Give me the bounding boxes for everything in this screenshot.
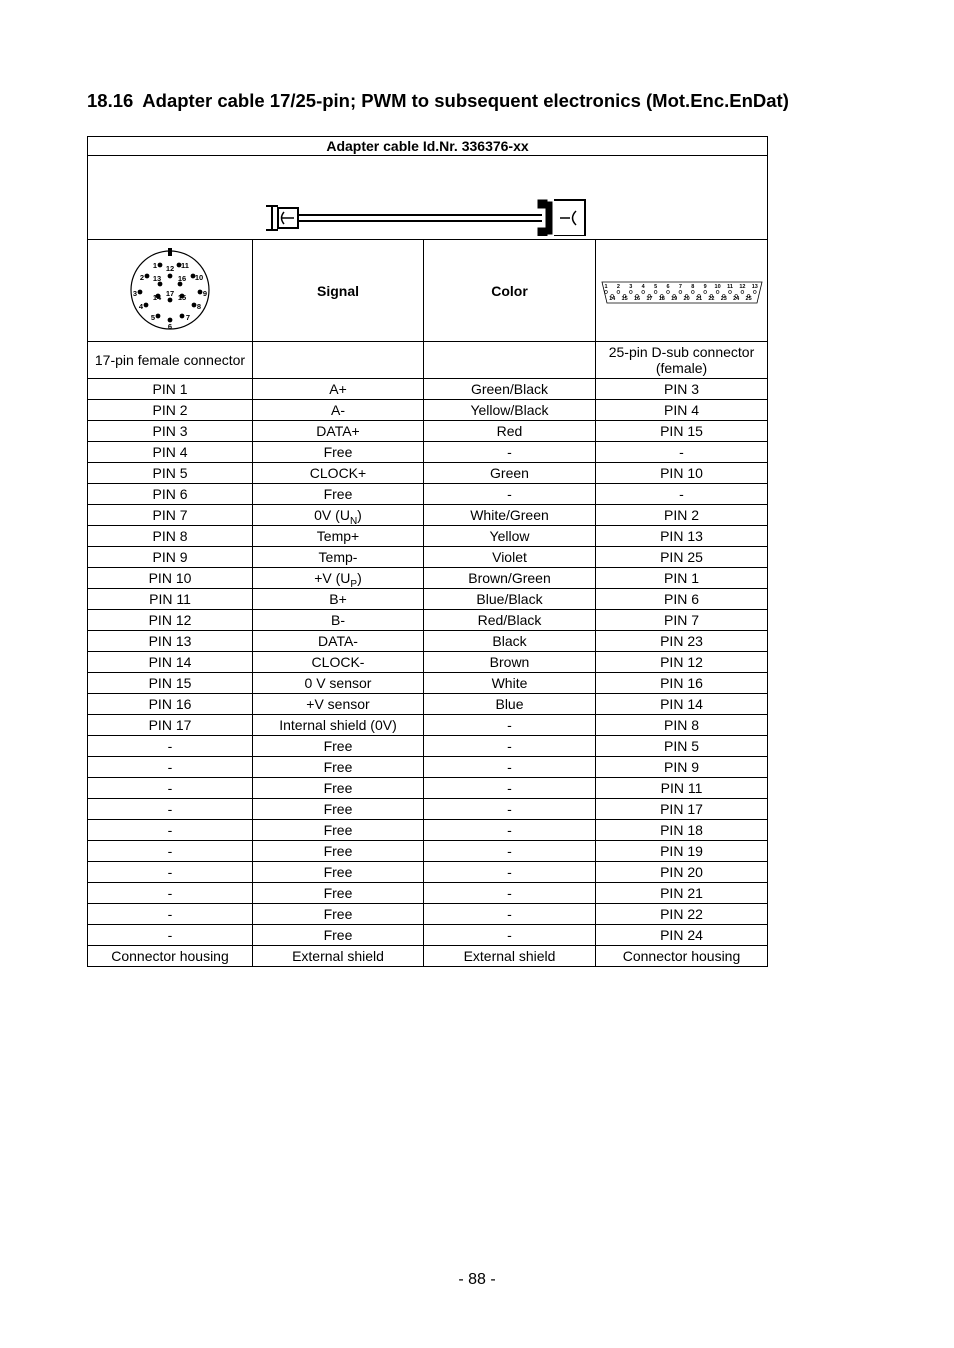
pin-25-cell: PIN 9 <box>596 757 768 778</box>
pin-assignment-table <box>87 136 768 967</box>
signal-cell: Free <box>253 862 424 883</box>
signal-cell: 0 V sensor <box>253 673 424 694</box>
signal-cell: Temp- <box>253 547 424 568</box>
pin-number-label: 9 <box>703 284 707 290</box>
pin-17-cell: PIN 7 <box>88 505 253 526</box>
color-cell: Green <box>424 463 596 484</box>
round-connector-drawing <box>266 206 298 230</box>
signal-cell: Free <box>253 484 424 505</box>
signal-text: 0V (U <box>314 507 350 523</box>
color-cell: - <box>424 736 596 757</box>
pin-25-cell: PIN 22 <box>596 904 768 925</box>
color-cell: - <box>424 904 596 925</box>
pin-dot <box>753 291 756 294</box>
adapter-cable-table-frame <box>87 136 767 967</box>
table-row <box>88 652 768 673</box>
pin-17-cell: PIN 10 <box>88 568 253 589</box>
color-cell: - <box>424 715 596 736</box>
pin-25-cell: PIN 7 <box>596 610 768 631</box>
color-cell: - <box>424 778 596 799</box>
pin-dot <box>741 291 744 294</box>
table-row <box>88 568 768 589</box>
color-header: Color <box>424 240 596 342</box>
pin-17-cell: - <box>88 904 253 925</box>
color-cell: - <box>424 820 596 841</box>
pin-number-label: 5 <box>654 284 658 290</box>
signal-cell: DATA- <box>253 631 424 652</box>
color-cell: Blue/Black <box>424 589 596 610</box>
table-row <box>88 463 768 484</box>
pin-17-cell: - <box>88 925 253 946</box>
pin-25-cell: PIN 17 <box>596 799 768 820</box>
signal-subscript: N <box>349 515 358 527</box>
pin-dot <box>617 291 620 294</box>
pin-number-label: 16 <box>177 274 187 283</box>
pin-number-label: 7 <box>678 284 682 290</box>
table-row <box>88 799 768 820</box>
pin-17-cell: PIN 4 <box>88 442 253 463</box>
signal-subscript: P <box>350 578 358 590</box>
pin-number-label: 16 <box>633 296 641 302</box>
pin-17-cell: - <box>88 883 253 904</box>
pin-number-label: 14 <box>152 293 162 302</box>
round-connector-cell <box>88 240 253 342</box>
pin-17-cell: PIN 14 <box>88 652 253 673</box>
pin-number-label: 1 <box>604 284 608 290</box>
pin-dot <box>691 291 694 294</box>
signal-cell: A- <box>253 400 424 421</box>
pin-25-cell: PIN 11 <box>596 778 768 799</box>
adapter-cable-drawing <box>88 156 768 236</box>
pin-number-label: 24 <box>733 296 740 302</box>
pin-dot <box>156 314 161 319</box>
signal-cell: Free <box>253 736 424 757</box>
pin-17-cell: PIN 8 <box>88 526 253 547</box>
pin-number-label: 13 <box>751 284 758 290</box>
pin-17-cell: PIN 5 <box>88 463 253 484</box>
color-cell: - <box>424 799 596 820</box>
pin-17-cell: PIN 15 <box>88 673 253 694</box>
color-cell: - <box>424 757 596 778</box>
pin-number-label: 8 <box>691 284 695 290</box>
pin-25-cell: PIN 1 <box>596 568 768 589</box>
table-row <box>88 379 768 400</box>
signal-cell: Free <box>253 883 424 904</box>
color-cell: - <box>424 862 596 883</box>
pin-number-label: 15 <box>621 296 628 302</box>
pin-25-cell: - <box>596 484 768 505</box>
pin-number-label: 10 <box>194 273 204 282</box>
pin-number-label: 2 <box>616 284 620 290</box>
pin-number-label: 3 <box>132 289 138 298</box>
color-cell: External shield <box>424 946 596 967</box>
signal-cell: Free <box>253 778 424 799</box>
signal-cell: Free <box>253 820 424 841</box>
pin-number-label: 13 <box>152 274 162 283</box>
pin-number-label: 14 <box>609 296 616 302</box>
table-row <box>88 778 768 799</box>
pin-dot <box>198 290 203 295</box>
signal-cell: Free <box>253 442 424 463</box>
table-row <box>88 904 768 925</box>
pin-dot <box>642 291 645 294</box>
cable-id-title: Adapter cable Id.Nr. 336376-xx <box>88 137 768 156</box>
signal-cell: Free <box>253 925 424 946</box>
color-cell: - <box>424 925 596 946</box>
pin-dot <box>667 291 670 294</box>
pin-17-cell: PIN 1 <box>88 379 253 400</box>
color-cell: Black <box>424 631 596 652</box>
pin-17-cell: PIN 11 <box>88 589 253 610</box>
dsub-connector-cell <box>596 240 768 342</box>
pin-number-label: 3 <box>629 284 633 290</box>
pin-25-cell: PIN 5 <box>596 736 768 757</box>
signal-cell <box>253 568 424 589</box>
color-cell: - <box>424 442 596 463</box>
table-row <box>88 505 768 526</box>
pin-25-cell: PIN 13 <box>596 526 768 547</box>
signal-cell: External shield <box>253 946 424 967</box>
section-heading <box>87 90 789 112</box>
pin-number-label: 9 <box>202 289 208 298</box>
pin-dot <box>158 263 163 268</box>
pin-dot <box>144 303 149 308</box>
pin-number-label: 7 <box>185 313 191 322</box>
table-row <box>88 736 768 757</box>
table-row <box>88 757 768 778</box>
signal-cell: +V sensor <box>253 694 424 715</box>
pin-17-cell: PIN 13 <box>88 631 253 652</box>
pin-25-cell: Connector housing <box>596 946 768 967</box>
pin-dot <box>679 291 682 294</box>
pin-dot <box>138 290 143 295</box>
color-cell: White <box>424 673 596 694</box>
pin-number-label: 12 <box>739 284 746 290</box>
table-row <box>88 715 768 736</box>
signal-header: Signal <box>253 240 424 342</box>
pin-number-label: 23 <box>720 296 727 302</box>
pin-17-cell: - <box>88 736 253 757</box>
pin-number-label: 5 <box>150 313 156 322</box>
color-cell: - <box>424 484 596 505</box>
pin-number-label: 4 <box>138 302 144 311</box>
connector-key <box>168 248 172 256</box>
pin-dot <box>729 291 732 294</box>
pin-17-cell: - <box>88 799 253 820</box>
signal-cell: DATA+ <box>253 421 424 442</box>
pin-dot <box>145 274 150 279</box>
pin-dot <box>654 291 657 294</box>
table-row <box>88 589 768 610</box>
color-cell: Violet <box>424 547 596 568</box>
pin-25-cell: PIN 2 <box>596 505 768 526</box>
pin-number-label: 6 <box>167 322 173 331</box>
section-number: 18.16 <box>87 90 134 111</box>
pin-17-cell: PIN 9 <box>88 547 253 568</box>
pin-25-cell: PIN 18 <box>596 820 768 841</box>
pin-17-cell: - <box>88 841 253 862</box>
signal-cell: Free <box>253 757 424 778</box>
pin-number-label: 17 <box>165 289 175 298</box>
color-cell: Red <box>424 421 596 442</box>
table-row <box>88 547 768 568</box>
pin-25-cell: PIN 3 <box>596 379 768 400</box>
pin-number-label: 1 <box>152 261 158 270</box>
pin-number-label: 25 <box>745 296 752 302</box>
signal-cell: Internal shield (0V) <box>253 715 424 736</box>
color-cell: - <box>424 883 596 904</box>
pin-17-cell: - <box>88 862 253 883</box>
dsub-connector-drawing <box>538 200 585 236</box>
color-cell: - <box>424 841 596 862</box>
pin-number-label: 8 <box>196 302 202 311</box>
signal-cell: Free <box>253 799 424 820</box>
pin-25-cell: PIN 8 <box>596 715 768 736</box>
pin-17-cell: - <box>88 820 253 841</box>
signal-cell: CLOCK+ <box>253 463 424 484</box>
pin-17-cell: Connector housing <box>88 946 253 967</box>
pin-25-cell: PIN 19 <box>596 841 768 862</box>
table-row <box>88 631 768 652</box>
pin-number-label: 22 <box>708 296 715 302</box>
page-number: - 88 - <box>458 1271 496 1288</box>
pin-number-label: 4 <box>641 284 645 290</box>
pin-25-cell: PIN 20 <box>596 862 768 883</box>
pin-25-cell: PIN 12 <box>596 652 768 673</box>
pin-number-label: 10 <box>714 284 721 290</box>
pin-number-label: 21 <box>695 296 703 302</box>
color-cell: White/Green <box>424 505 596 526</box>
pin-number-label: 2 <box>139 273 145 282</box>
signal-cell: Free <box>253 841 424 862</box>
table-row <box>88 946 768 967</box>
pin-dot <box>605 291 608 294</box>
label-25-pin: 25-pin D-sub connector (female) <box>596 342 768 379</box>
table-row <box>88 862 768 883</box>
signal-text: +V (U <box>314 570 351 586</box>
color-cell: Red/Black <box>424 610 596 631</box>
signal-cell <box>253 505 424 526</box>
pin-17-cell: PIN 17 <box>88 715 253 736</box>
pin-25-cell: PIN 10 <box>596 463 768 484</box>
table-row <box>88 484 768 505</box>
pin-25-cell: - <box>596 442 768 463</box>
signal-cell: Free <box>253 904 424 925</box>
pin-25-cell: PIN 25 <box>596 547 768 568</box>
pin-dot <box>192 303 197 308</box>
table-row <box>88 925 768 946</box>
pin-dot <box>716 291 719 294</box>
table-row <box>88 841 768 862</box>
table-row <box>88 673 768 694</box>
color-cell: Yellow <box>424 526 596 547</box>
color-cell: Brown/Green <box>424 568 596 589</box>
color-cell: Brown <box>424 652 596 673</box>
pin-25-cell: PIN 24 <box>596 925 768 946</box>
signal-cell: Temp+ <box>253 526 424 547</box>
pin-25-cell: PIN 21 <box>596 883 768 904</box>
17-pin-connector-diagram <box>88 240 253 338</box>
pin-25-cell: PIN 16 <box>596 673 768 694</box>
section-title: Adapter cable 17/25-pin; PWM to subsequent electronics (Mot.Enc.EnDat) <box>142 90 789 111</box>
pin-dot <box>629 291 632 294</box>
pin-dot <box>168 274 173 279</box>
table-row <box>88 442 768 463</box>
label-empty <box>253 342 424 379</box>
25-pin-dsub-diagram <box>596 240 768 338</box>
table-row <box>88 610 768 631</box>
pin-17-cell: - <box>88 778 253 799</box>
pin-17-cell: PIN 16 <box>88 694 253 715</box>
pin-dot <box>168 298 173 303</box>
table-row <box>88 526 768 547</box>
table-row <box>88 421 768 442</box>
signal-cell: A+ <box>253 379 424 400</box>
pin-25-cell: PIN 4 <box>596 400 768 421</box>
pin-17-cell: PIN 6 <box>88 484 253 505</box>
signal-text-end: ) <box>357 507 362 523</box>
pin-25-cell: PIN 23 <box>596 631 768 652</box>
pin-25-cell: PIN 14 <box>596 694 768 715</box>
pin-number-label: 12 <box>165 264 175 273</box>
signal-cell: B+ <box>253 589 424 610</box>
signal-text-end: ) <box>357 570 362 586</box>
pin-number-label: 15 <box>177 293 187 302</box>
pin-number-label: 17 <box>646 296 653 302</box>
pin-number-label: 19 <box>671 296 678 302</box>
pin-number-label: 18 <box>658 296 665 302</box>
table-row <box>88 400 768 421</box>
color-cell: Blue <box>424 694 596 715</box>
table-row <box>88 883 768 904</box>
pin-17-cell: PIN 2 <box>88 400 253 421</box>
pin-number-label: 11 <box>727 284 733 290</box>
color-cell: Green/Black <box>424 379 596 400</box>
signal-cell: CLOCK- <box>253 652 424 673</box>
cable-drawing-cell <box>88 156 768 240</box>
pin-number-label: 6 <box>666 284 670 290</box>
table-row <box>88 820 768 841</box>
pin-number-label: 20 <box>683 296 690 302</box>
signal-cell: B- <box>253 610 424 631</box>
pin-25-cell: PIN 6 <box>596 589 768 610</box>
pin-17-cell: - <box>88 757 253 778</box>
label-17-pin: 17-pin female connector <box>88 342 253 379</box>
pin-17-cell: PIN 12 <box>88 610 253 631</box>
pin-dot <box>704 291 707 294</box>
pin-17-cell: PIN 3 <box>88 421 253 442</box>
label-empty <box>424 342 596 379</box>
pin-number-label: 11 <box>181 261 189 270</box>
pin-dot <box>180 314 185 319</box>
pin-25-cell: PIN 15 <box>596 421 768 442</box>
table-row <box>88 694 768 715</box>
color-cell: Yellow/Black <box>424 400 596 421</box>
